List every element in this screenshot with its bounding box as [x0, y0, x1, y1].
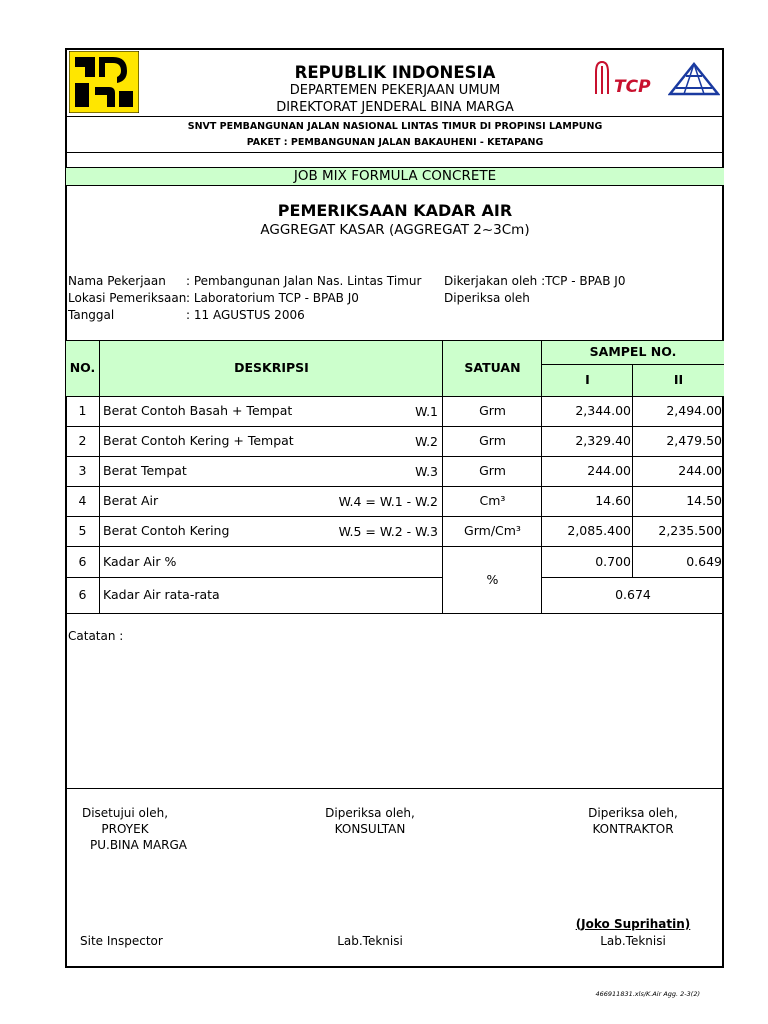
row-no: 1 — [66, 397, 99, 427]
row-desc: Berat Contoh Kering — [99, 517, 443, 547]
row-value-1: 2,344.00 — [541, 397, 633, 427]
divider — [66, 116, 724, 117]
row-unit: Cm³ — [442, 487, 542, 517]
sig-contractor-org: KONTRAKTOR — [592, 822, 674, 836]
table-bottom-line — [66, 613, 724, 614]
row-value-2: 2,494.00 — [632, 397, 724, 427]
job-mix-banner: JOB MIX FORMULA CONCRETE — [66, 168, 724, 186]
catatan-label: Catatan : — [68, 629, 124, 643]
row-unit: Grm/Cm³ — [442, 517, 542, 547]
sig-lab-teknisi-2: Lab.Teknisi — [600, 934, 666, 948]
row-formula: W.2 — [415, 433, 438, 449]
sig-approved-org: PROYEK — [101, 822, 149, 836]
row-desc: Berat Contoh Kering + Tempat — [99, 427, 443, 457]
sig-consultant-org: KONSULTAN — [334, 822, 406, 836]
sig-contractor-name: (Joko Suprihatin) — [575, 917, 691, 931]
row-value-2: 244.00 — [632, 457, 724, 487]
svg-text:TCP: TCP — [614, 77, 651, 97]
row-desc: Kadar Air rata-rata — [99, 578, 443, 613]
nama-label: Nama Pekerjaan — [68, 274, 166, 288]
row-no: 3 — [66, 457, 99, 487]
row-formula: W.1 — [415, 403, 438, 419]
tanggal-label: Tanggal — [68, 308, 115, 322]
row-unit: Grm — [442, 427, 542, 457]
header-sample-1: I — [541, 365, 633, 396]
row-formula: W.5 = W.2 - W.3 — [338, 523, 438, 539]
sig-lab-teknisi-1: Lab.Teknisi — [337, 934, 403, 948]
row-unit: Grm — [442, 397, 542, 427]
header-directorate: DIREKTORAT JENDERAL BINA MARGA — [276, 100, 514, 115]
row-no: 6 — [78, 587, 87, 603]
row-desc: Berat Tempat — [99, 457, 443, 487]
header-sample-2: II — [632, 365, 724, 396]
header-snvt: SNVT PEMBANGUNAN JALAN NASIONAL LINTAS TIMUR DI PROPINSI LAMPUNG — [187, 121, 603, 132]
row-average: 0.674 — [541, 578, 724, 613]
row-value-1: 2,085.400 — [541, 517, 633, 547]
lokasi-value: : Laboratorium TCP - BPAB J0 — [186, 291, 359, 305]
row-value-2: 2,479.50 — [632, 427, 724, 457]
divider — [66, 788, 724, 789]
header-satuan: SATUAN — [442, 341, 542, 396]
header-title: REPUBLIK INDONESIA — [294, 63, 496, 82]
header-sampel: SAMPEL NO. — [541, 341, 724, 365]
sig-approved-org2: PU.BINA MARGA — [89, 838, 187, 852]
footer-filename: 466911831.xls/K.Air Agg. 2-3(2) — [595, 990, 700, 998]
row-value-2: 2,235.500 — [632, 517, 724, 547]
row-desc: Kadar Air % — [99, 547, 443, 578]
sig-consultant-label: Diperiksa oleh, — [325, 806, 415, 820]
header-dept: DEPARTEMEN PEKERJAAN UMUM — [289, 83, 501, 98]
row-value-2: 14.50 — [632, 487, 724, 517]
report-title: PEMERIKSAAN KADAR AIR — [277, 201, 513, 220]
tanggal-value: : 11 AGUSTUS 2006 — [186, 308, 305, 322]
dikerjakan-oleh: Dikerjakan oleh :TCP - BPAB J0 — [444, 274, 626, 288]
row-value-1: 14.60 — [541, 487, 633, 517]
header-no: NO. — [66, 341, 99, 396]
row-desc: Berat Contoh Basah + Tempat — [99, 397, 443, 427]
row-value-1: 0.700 — [541, 547, 633, 578]
sig-site-inspector: Site Inspector — [80, 934, 163, 948]
row-no: 4 — [66, 487, 99, 517]
row-value-2: 0.649 — [632, 547, 724, 578]
row-value-1: 244.00 — [541, 457, 633, 487]
sig-approved-label: Disetujui oleh, — [81, 806, 169, 820]
row-no: 5 — [66, 517, 99, 547]
percent-unit-cell: % — [442, 547, 542, 613]
nama-value: : Pembangunan Jalan Nas. Lintas Timur — [186, 274, 422, 288]
row-no: 6 — [66, 547, 99, 578]
row-value-1: 2,329.40 — [541, 427, 633, 457]
row-formula: W.4 = W.1 - W.2 — [338, 493, 438, 509]
header-deskripsi: DESKRIPSI — [99, 341, 443, 396]
row-desc: Berat Air — [99, 487, 443, 517]
divider — [66, 152, 724, 153]
diperiksa-oleh: Diperiksa oleh — [444, 291, 530, 305]
row-formula: W.3 — [415, 463, 438, 479]
sig-contractor-label: Diperiksa oleh, — [588, 806, 678, 820]
lokasi-label: Lokasi Pemeriksaan — [68, 291, 187, 305]
row-no: 2 — [66, 427, 99, 457]
row-unit: Grm — [442, 457, 542, 487]
header-paket: PAKET : PEMBANGUNAN JALAN BAKAUHENI - KETAPANG — [246, 137, 544, 148]
report-subtitle: AGGREGAT KASAR (AGGREGAT 2~3Cm) — [260, 222, 530, 238]
